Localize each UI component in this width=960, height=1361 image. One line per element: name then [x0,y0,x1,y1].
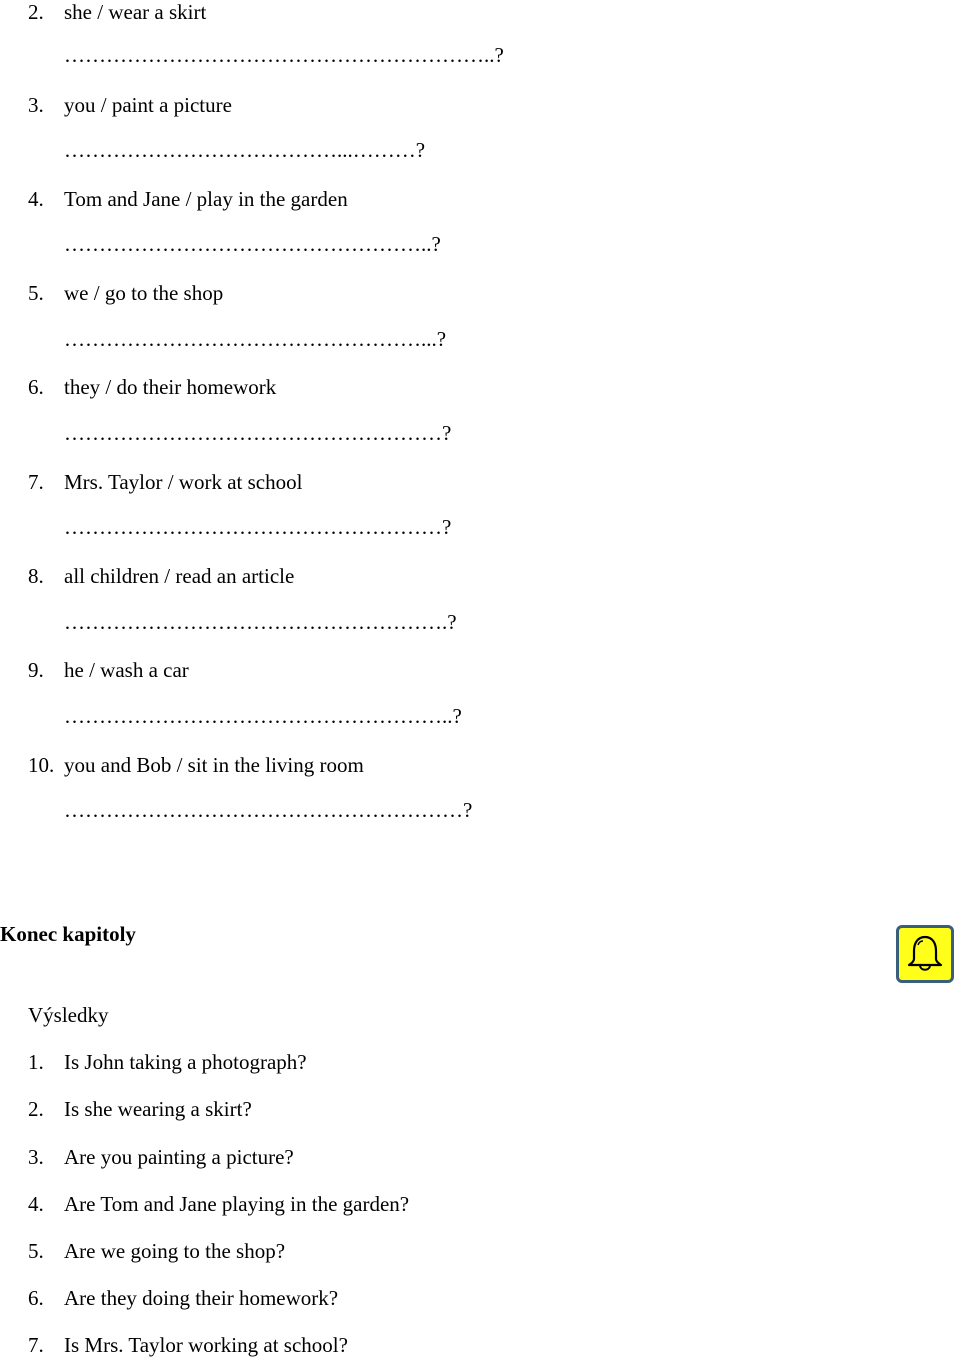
answer-line: ……………………………………………...? [64,327,447,351]
item-number: 4. [28,187,44,211]
chapter-end-heading: Konec kapitoly [0,922,136,946]
result-number: 7. [28,1333,44,1357]
result-text: Is John taking a photograph? [64,1050,307,1074]
item-prompt: you and Bob / sit in the living room [64,753,364,777]
answer-line: …………………………………...………? [64,138,426,162]
result-text: Is Mrs. Taylor working at school? [64,1333,348,1357]
result-text: Are we going to the shop? [64,1239,286,1263]
item-number: 5. [28,281,44,305]
item-prompt: Mrs. Taylor / work at school [64,470,303,494]
result-number: 3. [28,1145,44,1169]
result-number: 6. [28,1286,44,1310]
result-number: 1. [28,1050,44,1074]
answer-line: ……………………………………………..? [64,232,441,256]
answer-line: ………………………………………………? [64,515,452,539]
answer-line: ………………………………………………..? [64,704,462,728]
result-text: Is she wearing a skirt? [64,1097,252,1121]
item-number: 9. [28,658,44,682]
item-number: 10. [28,753,55,777]
item-number: 7. [28,470,44,494]
item-prompt: Tom and Jane / play in the garden [64,187,348,211]
result-text: Are Tom and Jane playing in the garden? [64,1192,410,1216]
item-number: 2. [28,0,44,24]
result-number: 4. [28,1192,44,1216]
item-number: 6. [28,375,44,399]
item-prompt: he / wash a car [64,658,189,682]
result-text: Are they doing their homework? [64,1286,339,1310]
item-prompt: you / paint a picture [64,93,232,117]
item-number: 3. [28,93,44,117]
item-prompt: she / wear a skirt [64,0,207,24]
result-number: 5. [28,1239,44,1263]
results-title: Výsledky [28,1003,109,1027]
answer-line: …………………………………………………? [64,798,473,822]
answer-line: ……………………………………………….? [64,610,457,634]
result-text: Are you painting a picture? [64,1145,294,1169]
answer-line: ……………………………………………………..? [64,43,504,67]
item-prompt: we / go to the shop [64,281,224,305]
bell-icon-graphic [899,928,951,980]
item-number: 8. [28,564,44,588]
item-prompt: all children / read an article [64,564,295,588]
result-number: 2. [28,1097,44,1121]
bell-icon[interactable] [896,925,954,983]
answer-line: ………………………………………………? [64,421,452,445]
item-prompt: they / do their homework [64,375,277,399]
